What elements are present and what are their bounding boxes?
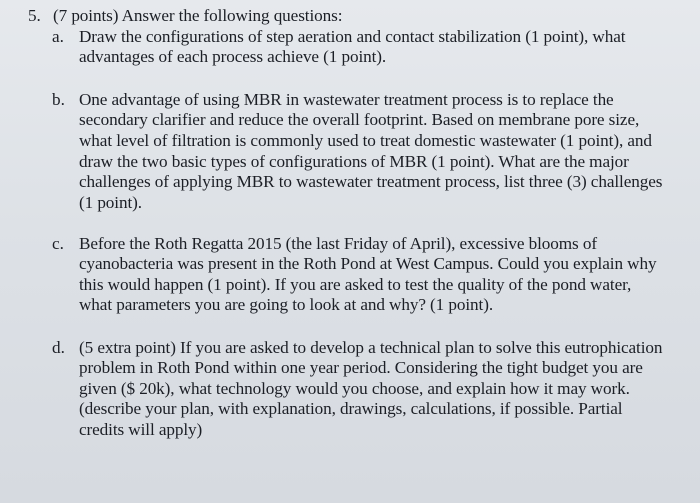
part-a-line-2: advantages of each process achieve (1 point).: [79, 47, 387, 66]
part-d-line-4: (describe your plan, with explanation, drawings, calculations, if possible. Partial: [79, 399, 623, 418]
part-d-line-5: credits will apply): [79, 420, 203, 439]
part-c-line-3: this would happen (1 point). If you are asked to test the quality of the pond water,: [79, 275, 632, 294]
part-d-line-1: (5 extra point) If you are asked to develop a technical plan to solve this eutrophication: [79, 338, 663, 357]
part-b-line-6: (1 point).: [79, 193, 142, 212]
part-c-line-4: what parameters you are going to look at and why? (1 point).: [79, 295, 494, 314]
part-c-line-2: cyanobacteria was present in the Roth Pond at West Campus. Could you explain why: [79, 254, 657, 273]
part-b-line-3: what level of filtration is commonly used to treat domestic wastewater (1 point), and: [79, 131, 652, 150]
part-b-line-2: secondary clarifier and reduce the overall footprint. Based on membrane pore size,: [79, 110, 640, 129]
part-b-line-4: draw the two basic types of configurations of MBR (1 point). What are the major: [79, 152, 629, 171]
part-c-marker: c.: [52, 234, 64, 253]
part-d-line-2: problem in Roth Pond within one year period. Considering the tight budget you are: [79, 358, 643, 377]
question-number: 5.: [28, 6, 41, 25]
question-header: (7 points) Answer the following questions:: [53, 6, 343, 25]
part-b-line-5: challenges of applying MBR to wastewater treatment process, list three (3) challenges: [79, 172, 663, 191]
part-d-line-3: given ($ 20k), what technology would you choose, and explain how it may work.: [79, 379, 630, 398]
part-b-line-1: One advantage of using MBR in wastewater treatment process is to replace the: [79, 90, 614, 109]
part-b-marker: b.: [52, 90, 65, 109]
part-c-line-1: Before the Roth Regatta 2015 (the last Friday of April), excessive blooms of: [79, 234, 597, 253]
part-d-marker: d.: [52, 338, 65, 357]
part-a-line-1: Draw the configurations of step aeration and contact stabilization (1 point), what: [79, 27, 626, 46]
part-a-marker: a.: [52, 27, 64, 46]
